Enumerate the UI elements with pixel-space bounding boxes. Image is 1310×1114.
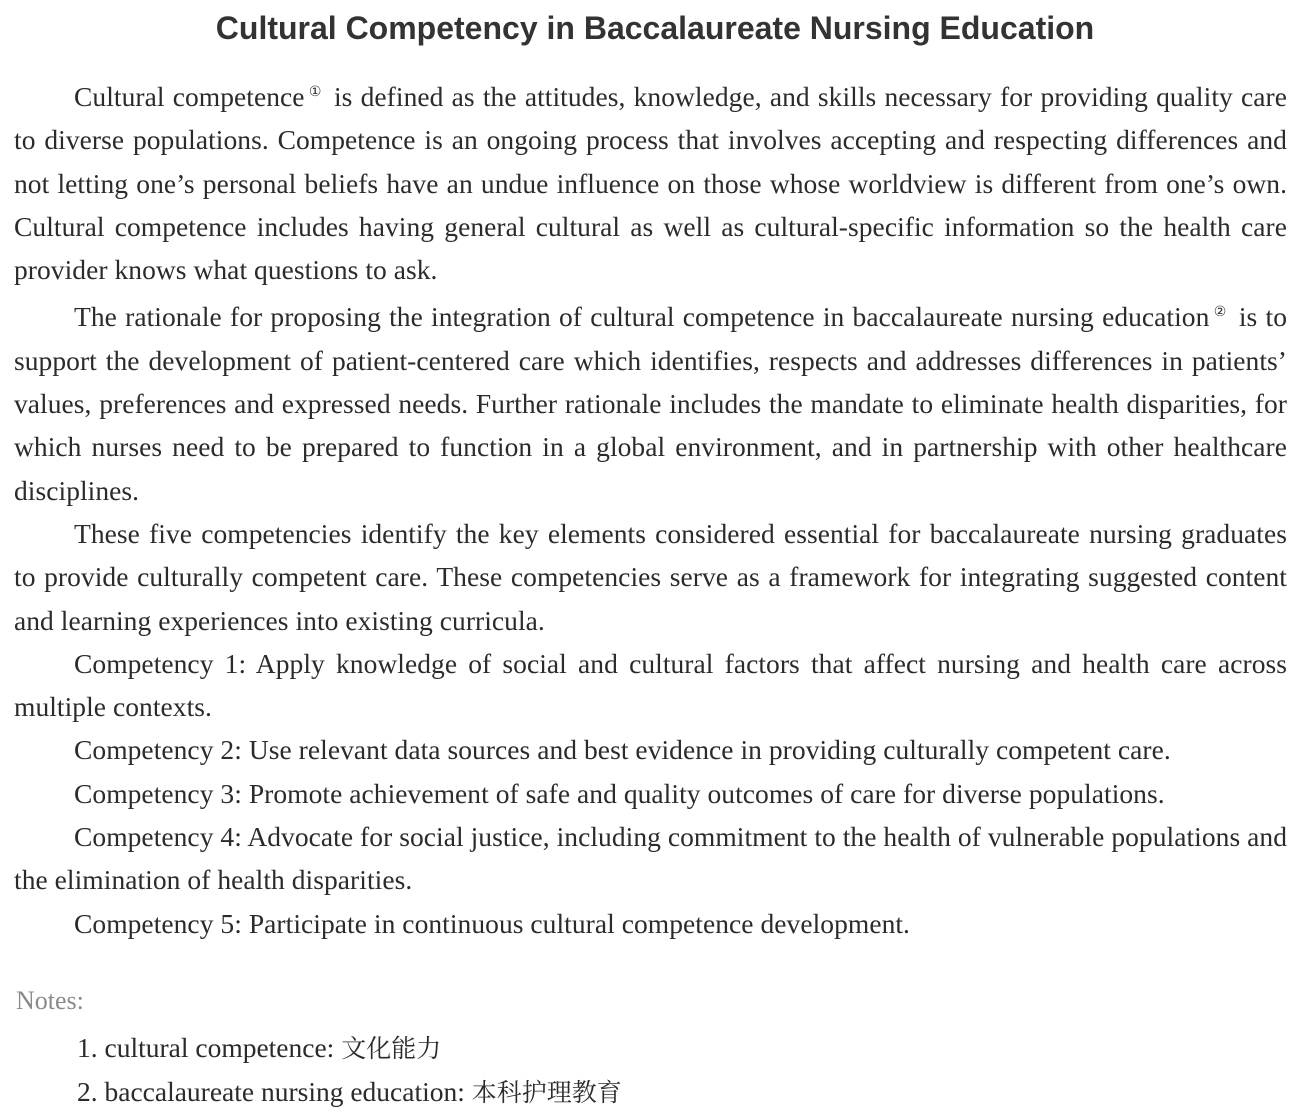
note-number: 1.: [77, 1032, 98, 1063]
paragraph-text: is to support the development of patient-centered care which identifies, respects and addresses differences in patients’ values, preferences and expressed needs. Further rationale includes the mandate to eliminate health disparities, for which nurses need to be prepared to function in a global environment, and in partnership with other healthcare disciplines.: [14, 301, 1287, 506]
note-translation: 文化能力: [341, 1034, 442, 1063]
note-item-1: [77, 1026, 622, 1070]
paragraph-definition: [14, 71, 1287, 291]
note-term: cultural competence:: [104, 1032, 335, 1063]
page-title: Cultural Competency in Baccalaureate Nursing Education: [215, 10, 1095, 46]
competency-5: Competency 5: Participate in continuous cultural competence development.: [74, 907, 910, 939]
competency-1: Competency 1: Apply knowledge of social and cultural factors that affect nursing and health care across multiple contexts.: [14, 647, 1287, 723]
paragraph-text: Cultural competence: [74, 81, 305, 112]
paragraph-rationale: [14, 291, 1287, 511]
notes-heading: Notes:: [16, 986, 84, 1015]
article-body: [14, 71, 1287, 945]
notes-list: [77, 1026, 622, 1114]
paragraph-framework: These five competencies identify the key elements considered essential for baccalaureate nursing graduates to provide culturally competent care. These competencies serve as a framework for integrating suggested content and learning experiences into existing curricula.: [14, 517, 1287, 636]
note-item-2: [77, 1070, 622, 1114]
competency-2: Competency 2: Use relevant data sources and best evidence in providing culturally competent care.: [74, 734, 1171, 766]
note-translation: 本科护理教育: [471, 1078, 622, 1107]
footnote-marker-2: ②: [1212, 304, 1228, 321]
competency-4: Competency 4: Advocate for social justice, including commitment to the health of vulnerable populations and the elimination of health disparities.: [14, 821, 1287, 896]
competency-3: Competency 3: Promote achievement of safe and quality outcomes of care for diverse populations.: [74, 777, 1165, 809]
note-term: baccalaureate nursing education:: [104, 1076, 465, 1107]
footnote-marker-1: ①: [307, 84, 323, 100]
paragraph-text: The rationale for proposing the integration of cultural competence in baccalaureate nursing education: [74, 301, 1210, 333]
paragraph-text: is defined as the attitudes, knowledge, and skills necessary for providing quality care to diverse populations. Competence is an ongoing process that involves accepting and respecting differences and not letting one’s personal beliefs have an undue influence on those whose worldview is different from one’s own. Cultural competence includes having general cultural as well as cultural-specific information so the health care provider knows what questions to ask.: [14, 81, 1287, 286]
note-number: 2.: [77, 1076, 98, 1107]
